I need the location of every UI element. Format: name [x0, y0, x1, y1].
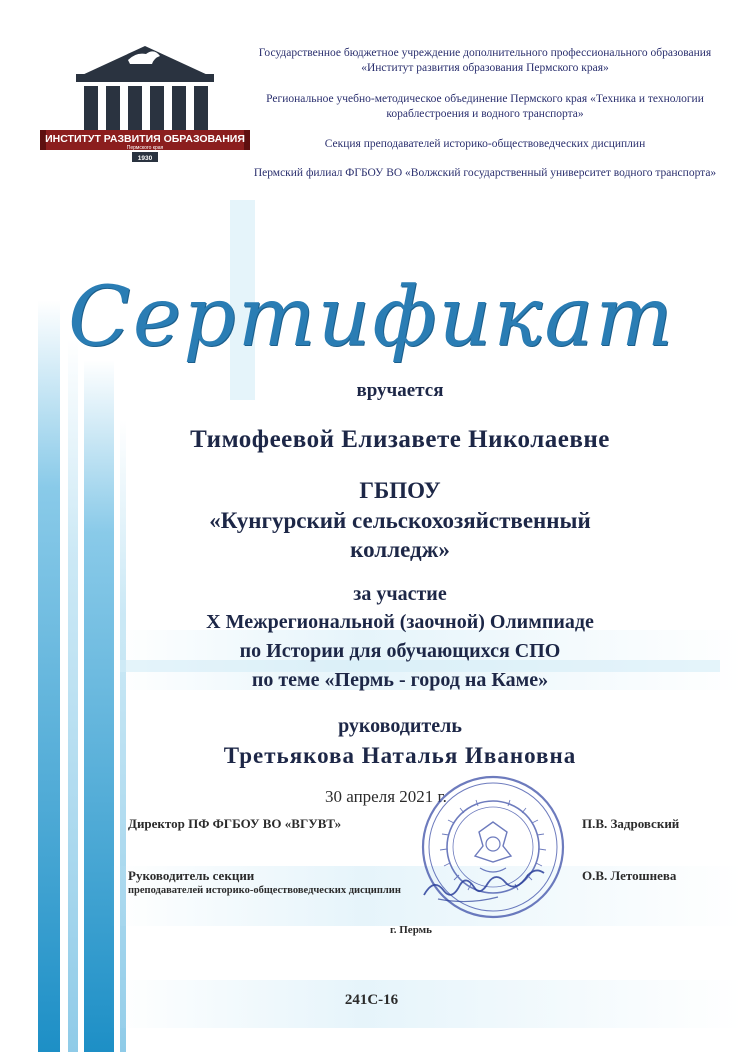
org-university-branch: Пермский филиал ФГБОУ ВО «Волжский государственный университет водного транспорта»	[253, 167, 717, 179]
reason-line-4: по теме «Пермь - город на Каме»	[251, 669, 549, 691]
org-institute: Государственное бюджетное учреждение дополнительного профессионального образования «Институт развития образования Пермского края»	[258, 47, 712, 74]
org-methodical-union: Региональное учебно-методическое объединение Пермского края «Техника и технологии кораблестроения и водного транспорта»	[266, 93, 704, 120]
org-section: Секция преподавателей историко-обществоведческих дисциплин	[324, 138, 646, 150]
section-head-name: О.В. Летошнева	[582, 868, 677, 883]
supervisor-name: Третьякова Наталья Ивановна	[223, 743, 577, 768]
institute-logo	[40, 38, 250, 168]
section-head-subtitle: преподавателей историко-обществоведческих дисциплин	[128, 885, 401, 896]
city: г. Пермь	[390, 924, 432, 936]
logo-region: Пермского края	[126, 145, 164, 151]
reason-line-1: за участие	[353, 583, 447, 605]
supervisor-label: руководитель	[338, 715, 462, 737]
institution-line-2: «Кунгурский сельскохозяйственный	[209, 508, 591, 533]
reason-line-3: по Истории для обучающихся СПО	[239, 640, 561, 662]
logo-name: ИНСТИТУТ РАЗВИТИЯ ОБРАЗОВАНИЯ	[45, 133, 245, 145]
director-name: П.В. Задровский	[582, 816, 680, 831]
registration-number: 241С-16	[344, 992, 399, 1008]
recipient-name: Тимофеевой Елизавете Николаевне	[190, 426, 610, 453]
logo-year: 1930	[137, 155, 153, 162]
institution-line-1: ГБПОУ	[359, 478, 441, 503]
director-title: Директор ПФ ФГБОУ ВО «ВГУВТ»	[128, 816, 342, 831]
awarded-label: вручается	[356, 380, 444, 401]
institution-line-3: колледж»	[350, 537, 450, 562]
handwritten-signature	[418, 855, 558, 915]
certificate-title: Сертификат	[68, 270, 675, 365]
section-head-title: Руководитель секции	[128, 868, 255, 883]
reason-line-2: X Межрегиональной (заочной) Олимпиаде	[206, 611, 594, 633]
issue-date: 30 апреля 2021 г.	[325, 787, 447, 806]
